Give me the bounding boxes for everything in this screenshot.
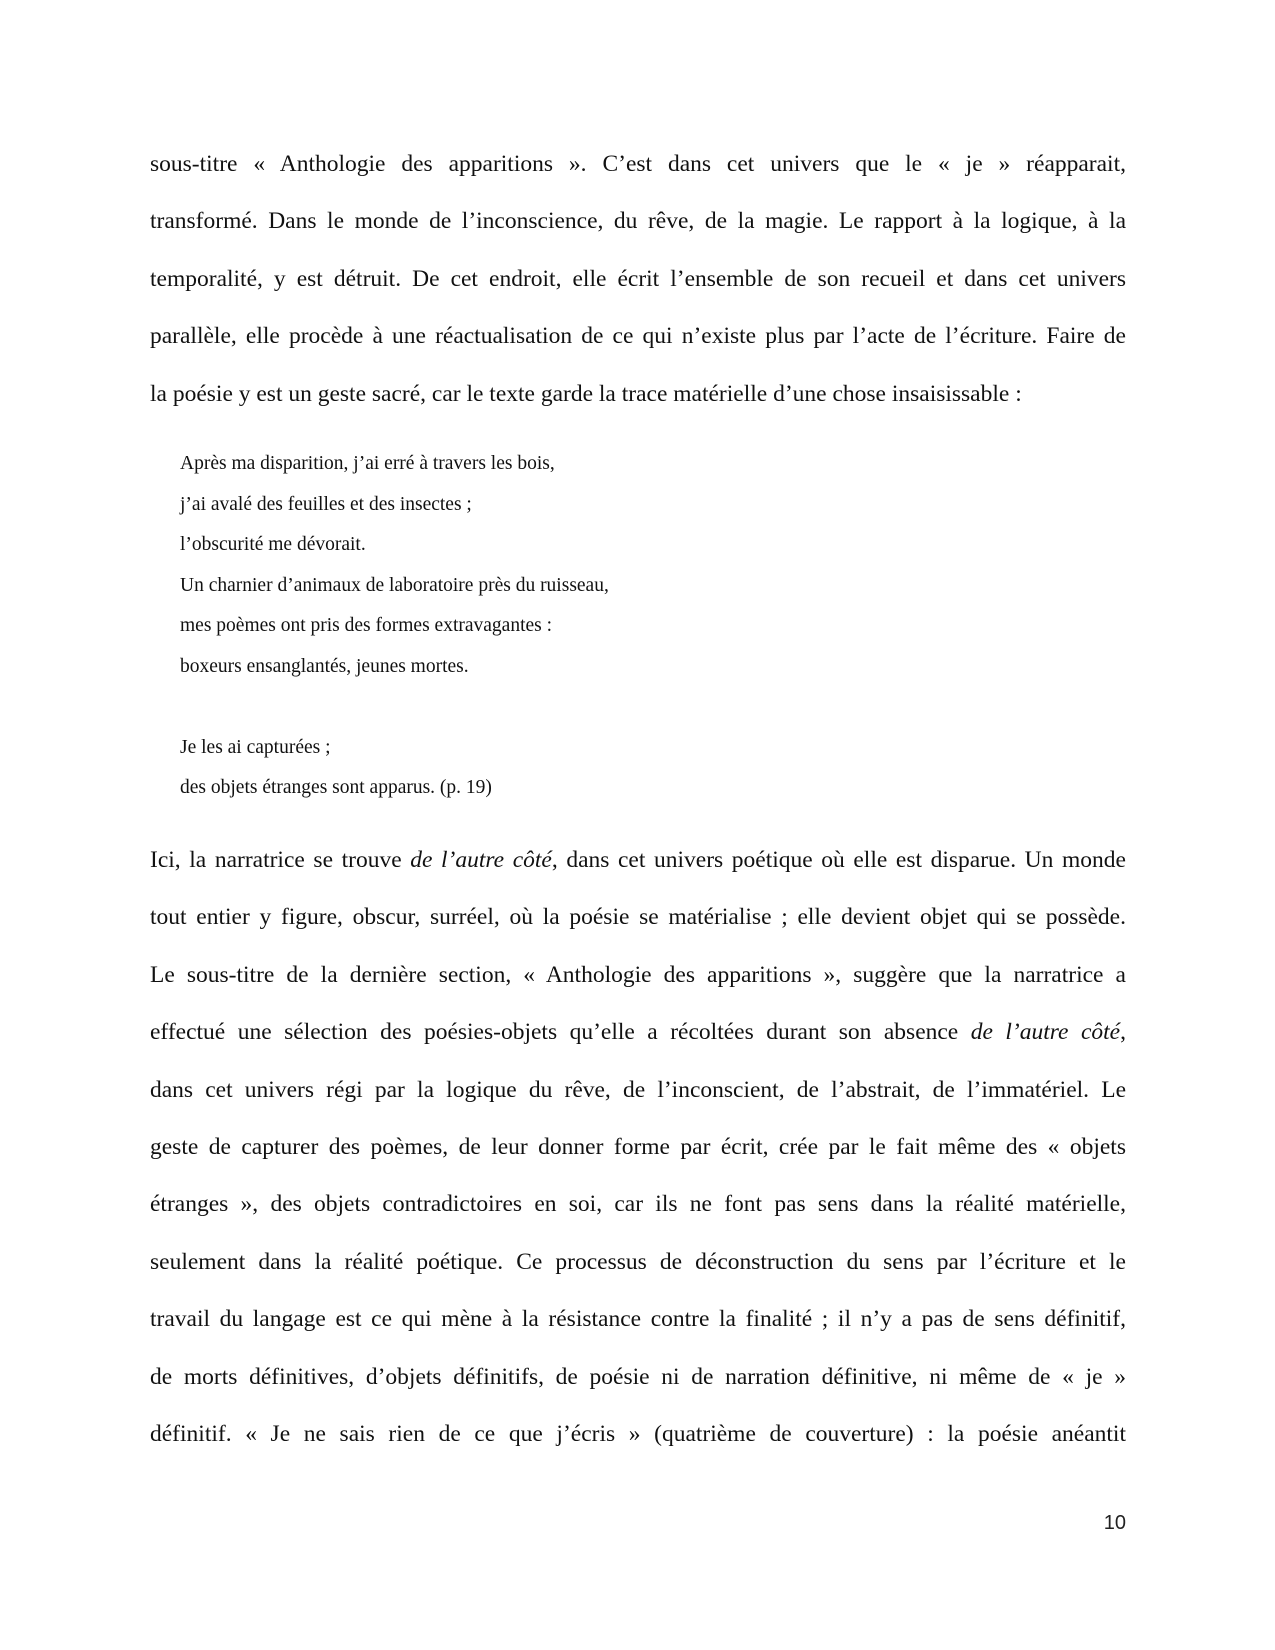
text-line: la poésie y est un geste sacré, car le texte garde la trace matérielle d’une chose insaisissable : [150, 380, 1022, 407]
text-fragment: Ici, la narratrice se trouve [150, 847, 411, 873]
text-fragment: effectué une sélection des poésies-objets qu’elle a récoltées durant son absence [150, 1019, 971, 1046]
poem-verse: j’ai avalé des feuilles et des insectes ; [180, 493, 472, 515]
text-fragment: , dans cet univers poétique où elle est disparue. Un monde [551, 847, 1126, 873]
text-line: dans cet univers régi par la logique du rêve, de l’inconscient, de l’abstrait, de l’immatériel. Le [150, 1076, 1126, 1103]
poem-verse: Je les ai capturées ; [180, 736, 331, 758]
text-line: tout entier y figure, obscur, surréel, où la poésie se matérialise ; elle devient objet qui se possède. [150, 904, 1126, 931]
text-line [150, 1004, 1126, 1061]
text-line: de morts définitives, d’objets définitifs, de poésie ni de narration définitive, ni même de « je » [150, 1363, 1126, 1390]
poem-verse: Après ma disparition, j’ai erré à travers les bois, [180, 453, 555, 474]
bottom-paragraph [150, 832, 1126, 1463]
poem-quotation [180, 444, 880, 809]
page-number: 10 [1103, 1512, 1126, 1534]
text-line: transformé. Dans le monde de l’inconscience, du rêve, de la magie. Le rapport à la logique, à la [150, 208, 1126, 235]
top-paragraph [150, 136, 1126, 423]
italic-phrase: de l’autre côté [410, 847, 552, 873]
poem-verse: boxeurs ensanglantés, jeunes mortes. [180, 655, 469, 677]
poem-verse: Un charnier d’animaux de laboratoire près du ruisseau, [180, 574, 609, 596]
italic-phrase: de l’autre côté [970, 1019, 1121, 1046]
text-line [150, 832, 1126, 889]
text-line: Le sous-titre de la dernière section, « Anthologie des apparitions », suggère que la narratrice a [150, 961, 1126, 988]
text-line: étranges », des objets contradictoires en soi, car ils ne font pas sens dans la réalité matérielle, [150, 1191, 1126, 1218]
text-line: définitif. « Je ne sais rien de ce que j’écris » (quatrième de couverture) : la poésie anéantit [150, 1421, 1126, 1448]
poem-verse: mes poèmes ont pris des formes extravagantes : [180, 615, 553, 636]
text-line: geste de capturer des poèmes, de leur donner forme par écrit, crée par le fait même des « objets [150, 1134, 1126, 1161]
text-fragment: , [1120, 1019, 1126, 1046]
poem-verse: des objets étranges sont apparus. (p. 19) [180, 777, 492, 798]
text-line: temporalité, y est détruit. De cet endroit, elle écrit l’ensemble de son recueil et dans cet univers [150, 265, 1126, 292]
poem-verse: l’obscurité me dévorait. [180, 534, 366, 555]
text-line: parallèle, elle procède à une réactualisation de ce qui n’existe plus par l’acte de l’écriture. Faire de [150, 323, 1126, 350]
text-line: seulement dans la réalité poétique. Ce processus de déconstruction du sens par l’écriture et le [150, 1248, 1126, 1275]
text-line: sous-titre « Anthologie des apparitions ». C’est dans cet univers que le « je » réapparait, [150, 151, 1126, 177]
stanza-break [180, 687, 880, 728]
text-line: travail du langage est ce qui mène à la résistance contre la finalité ; il n’y a pas de sens définitif, [150, 1306, 1126, 1333]
